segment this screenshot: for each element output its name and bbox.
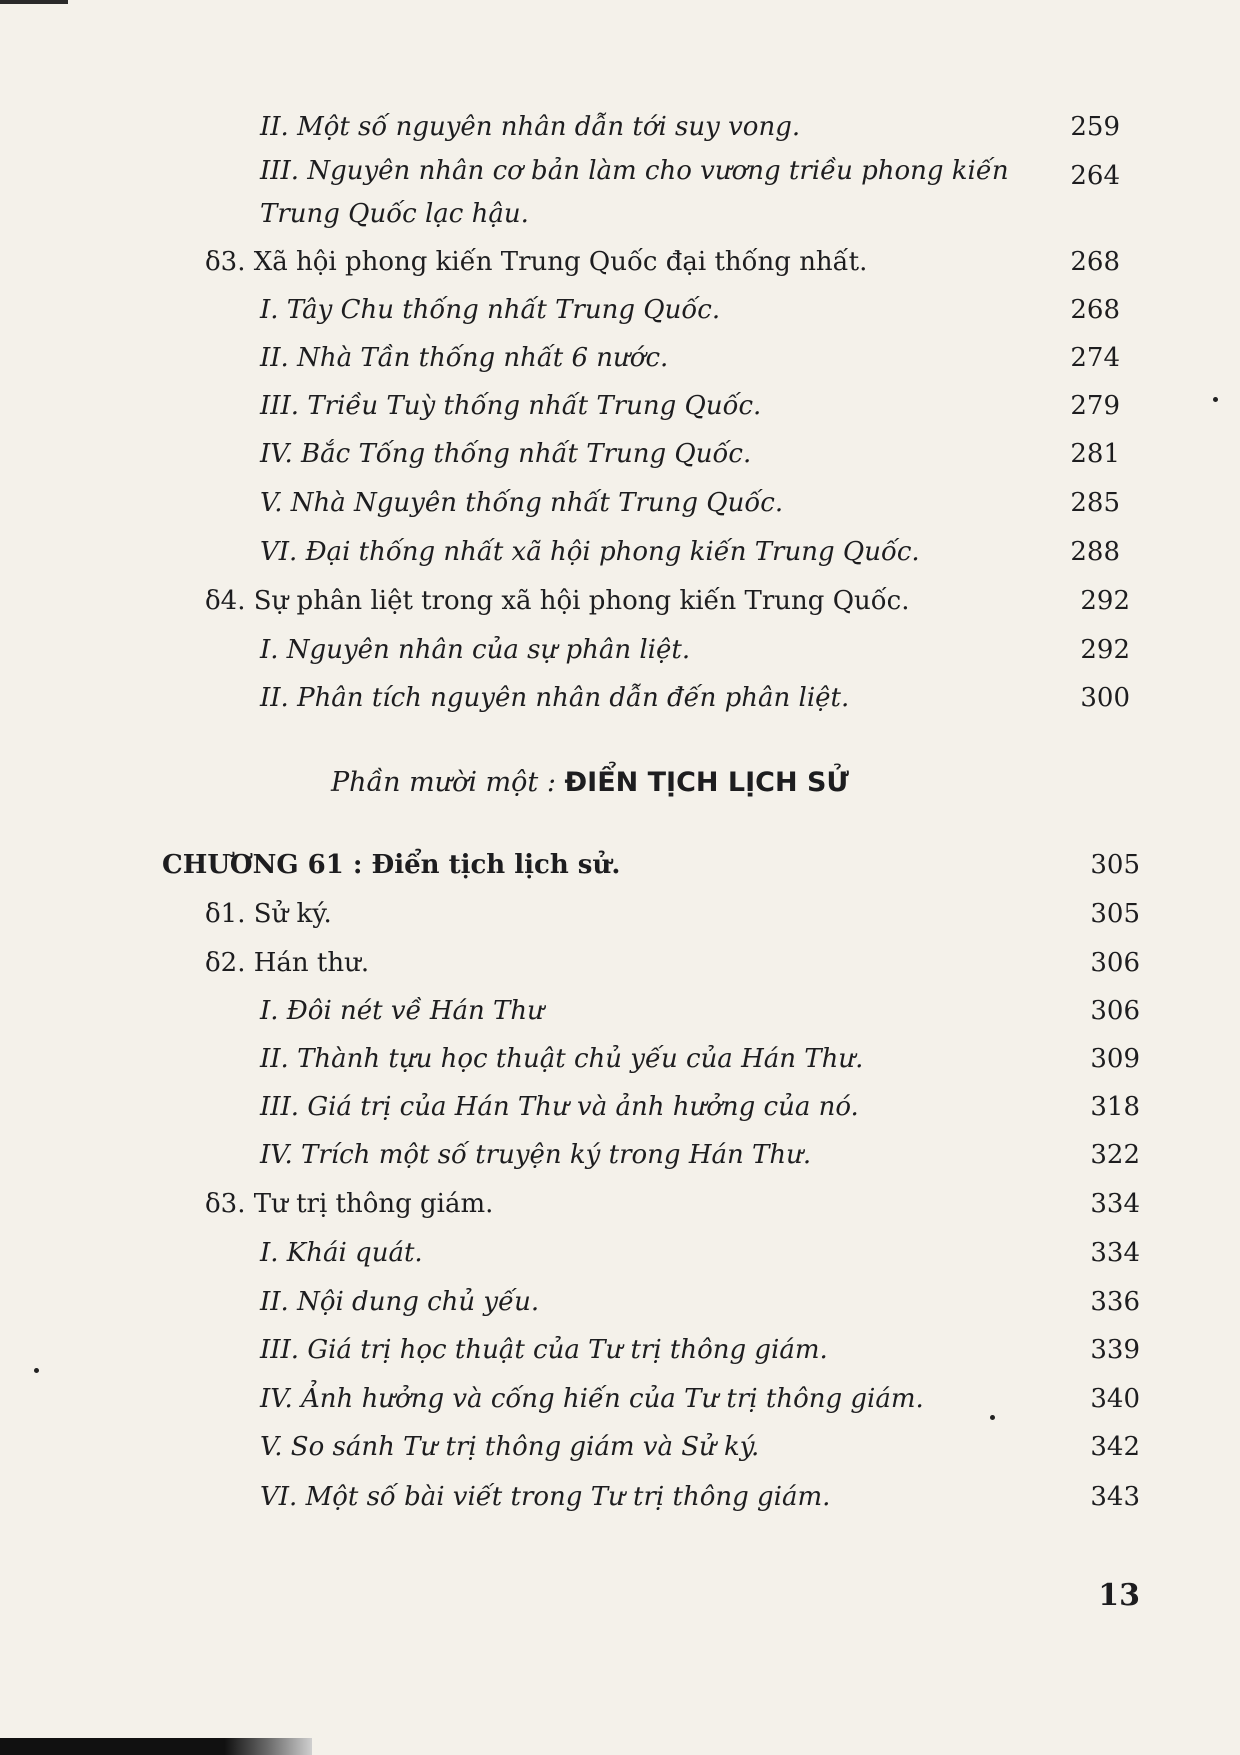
toc-entry-page: 288 [1070,537,1120,567]
toc-entry-page: 274 [1070,343,1120,373]
toc-section [205,1187,493,1221]
toc-section [205,946,369,980]
toc-entry-title: II. Phân tích nguyên nhân dẫn đến phân liệt. [260,683,850,713]
toc-entry-title: I. Nguyên nhân của sự phân liệt. [260,635,691,665]
toc-entry-page: 264 [1070,161,1120,191]
toc-entry-title: I. Khái quát. [260,1238,423,1268]
toc-entry-title: VI. Đại thống nhất xã hội phong kiến Trung Quốc. [260,537,920,567]
toc-entry-title: δ2. Hán thư. [205,948,370,978]
toc-entry [260,1333,828,1367]
toc-entry-title: IV. Ảnh hưởng và cống hiến của Tư trị thông giám. [260,1384,924,1414]
toc-entry-title: V. Nhà Nguyên thống nhất Trung Quốc. [260,488,784,518]
toc-entry-page: 268 [1070,295,1120,325]
toc-entry-page: 292 [1080,635,1130,665]
toc-entry-title: δ3. Tư trị thông giám. [205,1189,494,1219]
toc-entry-title: III. Giá trị học thuật của Tư trị thông giám. [260,1335,828,1365]
toc-entry-page: 259 [1070,112,1120,142]
toc-entry-page: 306 [1090,948,1140,978]
toc-entry [260,1430,759,1464]
toc-entry-page: 292 [1080,586,1130,616]
part-heading-prefix: Phần mười một : [331,767,556,798]
toc-section [205,897,332,931]
toc-entry [260,633,690,667]
toc-entry [260,1138,811,1172]
toc-chapter [162,848,620,882]
scan-speck [990,1415,995,1420]
toc-entry [260,994,544,1028]
scan-speck [34,1368,39,1373]
toc-entry-title: δ1. Sử ký. [205,899,332,929]
toc-entry-title: I. Tây Chu thống nhất Trung Quốc. [260,295,721,325]
toc-entry-title: δ3. Xã hội phong kiến Trung Quốc đại thống nhất. [205,247,868,277]
toc-entry-page: 334 [1090,1238,1140,1268]
toc-entry-page: 339 [1090,1335,1140,1365]
toc-entry [260,1382,924,1416]
part-heading [0,765,1180,801]
toc-entry [260,1042,863,1076]
toc-entry-page: 281 [1070,439,1120,469]
scan-speck [1213,397,1218,402]
toc-entry [260,681,849,715]
toc-entry [260,150,1040,236]
toc-entry-page: 279 [1070,391,1120,421]
toc-entry-page: 340 [1090,1384,1140,1414]
page-number: 13 [1098,1578,1140,1613]
toc-entry-title: CHƯƠNG 61 : Điển tịch lịch sử. [162,850,621,880]
toc-entry-title: IV. Bắc Tống thống nhất Trung Quốc. [260,439,752,469]
toc-entry [260,1236,423,1270]
scan-edge-bottom [0,1738,312,1755]
toc-entry-page: 343 [1090,1482,1140,1512]
toc-entry [260,486,783,520]
toc-entry [260,1480,830,1514]
toc-entry [260,1090,859,1124]
toc-entry-page: 268 [1070,247,1120,277]
toc-entry [260,535,920,569]
toc-entry-title: II. Nội dung chủ yếu. [260,1287,540,1317]
toc-entry-title: II. Nhà Tần thống nhất 6 nước. [260,343,669,373]
part-heading-name: ĐIỂN TỊCH LỊCH SỬ [564,767,849,798]
toc-section [205,584,910,618]
toc-entry-title: IV. Trích một số truyện ký trong Hán Thư. [260,1140,812,1170]
toc-entry-title: V. So sánh Tư trị thông giám và Sử ký. [260,1432,760,1462]
toc-entry [260,110,800,144]
toc-entry [260,389,761,423]
toc-entry [260,437,751,471]
toc-entry-title: III. Nguyên nhân cơ bản làm cho vương triều phong kiến Trung Quốc lạc hậu. [260,156,1009,229]
toc-entry-page: 336 [1090,1287,1140,1317]
toc-entry-title: III. Triều Tuỳ thống nhất Trung Quốc. [260,391,762,421]
toc-entry-page: 305 [1090,850,1140,880]
toc-entry-page: 334 [1090,1189,1140,1219]
toc-entry-title: II. Một số nguyên nhân dẫn tới suy vong. [260,112,801,142]
toc-entry-title: δ4. Sự phân liệt trong xã hội phong kiến Trung Quốc. [205,586,910,616]
toc-section [205,245,867,279]
toc-entry-title: I. Đôi nét về Hán Thư [260,996,544,1026]
toc-entry-title: VI. Một số bài viết trong Tư trị thông giám. [260,1482,831,1512]
toc-entry-title: II. Thành tựu học thuật chủ yếu của Hán Thư. [260,1044,864,1074]
toc-entry-page: 300 [1080,683,1130,713]
toc-entry-page: 285 [1070,488,1120,518]
toc-entry [260,1285,539,1319]
toc-entry [260,341,668,375]
toc-entry-page: 322 [1090,1140,1140,1170]
toc-entry-title: III. Giá trị của Hán Thư và ảnh hưởng của nó. [260,1092,859,1122]
toc-entry-page: 342 [1090,1432,1140,1462]
scan-edge-top [0,0,68,4]
toc-entry-page: 306 [1090,996,1140,1026]
toc-entry [260,293,720,327]
toc-entry-page: 309 [1090,1044,1140,1074]
toc-entry-page: 305 [1090,899,1140,929]
toc-entry-page: 318 [1090,1092,1140,1122]
